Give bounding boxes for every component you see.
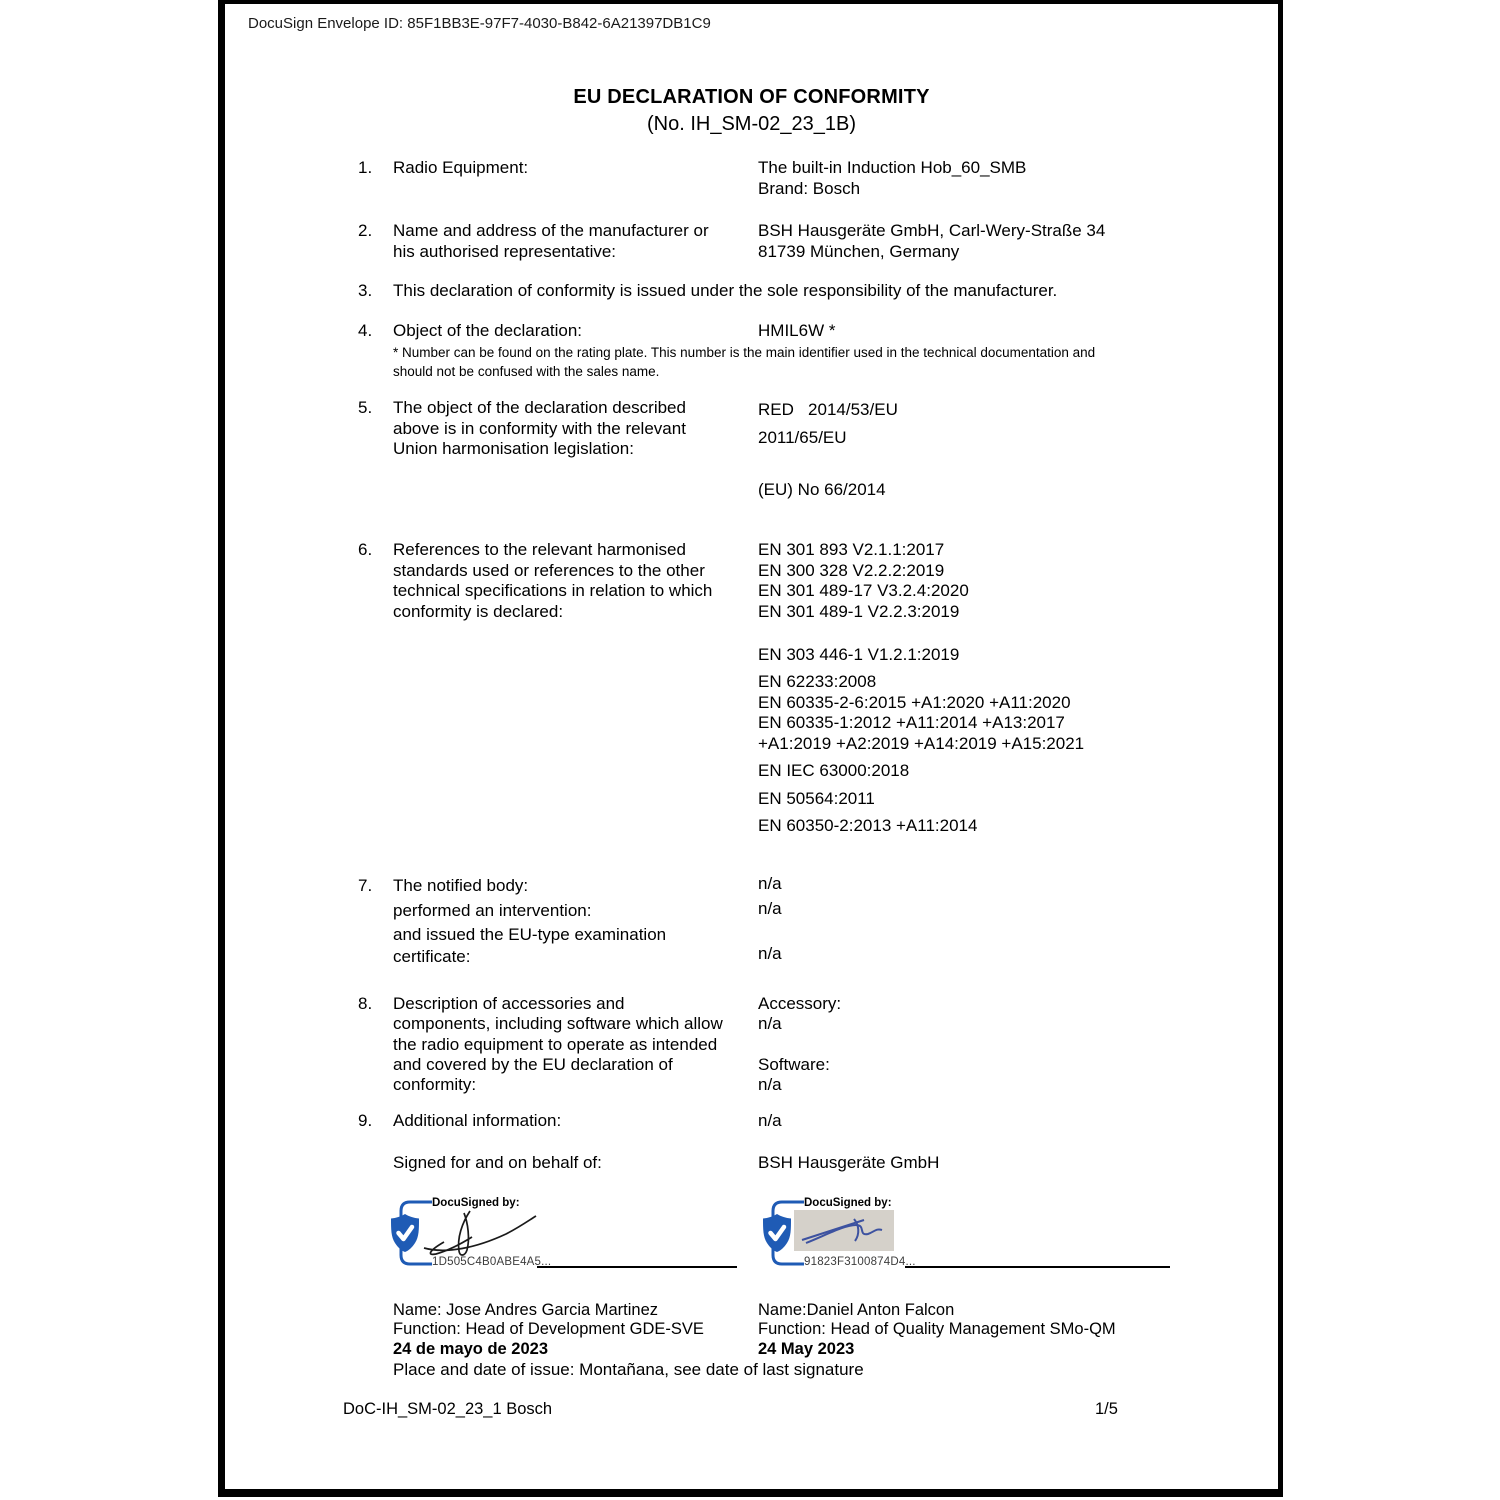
- item-value: [758, 221, 1238, 262]
- legislation-red: RED 2014/53/EU: [758, 400, 898, 419]
- footnote-line: should not be confused with the sales name.: [393, 363, 660, 379]
- signer-name: Name:Daniel Anton Falcon: [758, 1301, 955, 1319]
- standard-entry: EN 301 489-17 V3.2.4:2020: [758, 581, 969, 601]
- item-label: Additional information:: [393, 1111, 562, 1130]
- place-and-date-of-issue: Place and date of issue: Montañana, see date of last signature: [393, 1360, 864, 1379]
- value-line: Accessory:: [758, 994, 842, 1013]
- standard-entry: EN 300 328 V2.2.2:2019: [758, 560, 945, 580]
- item-label: [393, 994, 773, 1095]
- standard-entry: EN 60335-2-6:2015 +A1:2020 +A11:2020: [758, 692, 1071, 712]
- label-line: components, including software which allow: [393, 1014, 723, 1034]
- item-label: [393, 398, 773, 460]
- item-label: [393, 540, 773, 622]
- label-line: technical specifications in relation to which: [393, 581, 713, 601]
- title-block: [225, 86, 1278, 136]
- label-line: The object of the declaration described: [393, 398, 686, 417]
- docusign-shield-icon: [762, 1213, 792, 1253]
- value-line: The built-in Induction Hob_60_SMB: [758, 158, 1027, 177]
- value-spacer: [758, 1035, 1238, 1055]
- item-number: 4.: [358, 321, 373, 340]
- item-number: 7.: [358, 876, 373, 895]
- item-value: n/a: [758, 899, 782, 918]
- standard-entry: EN 60335-1:2012 +A11:2014 +A13:2017: [758, 713, 1065, 733]
- signer-name: Name: Jose Andres Garcia Martinez: [393, 1301, 659, 1319]
- signature-scribble: [418, 1208, 548, 1258]
- document-number: (No. IH_SM-02_23_1B): [647, 113, 856, 135]
- label-line: certificate:: [393, 947, 471, 966]
- item-value: [758, 158, 1238, 199]
- value-line: BSH Hausgeräte GmbH, Carl-Wery-Straße 34: [758, 221, 1106, 240]
- label-line: and issued the EU-type examination: [393, 925, 667, 944]
- label-line: and covered by the EU declaration of: [393, 1054, 673, 1074]
- value-line: Brand: Bosch: [758, 178, 861, 198]
- signer-date: 24 May 2023: [758, 1339, 855, 1358]
- standard-entry: EN IEC 63000:2018: [758, 761, 910, 781]
- signer-function: Function: Head of Development GDE-SVE: [393, 1320, 704, 1339]
- signer-left-details: [393, 1301, 753, 1359]
- label-line: conformity is declared:: [393, 601, 564, 621]
- standard-entry: EN 50564:2011: [758, 788, 875, 808]
- docusigned-by-label: DocuSigned by:: [432, 1197, 520, 1209]
- standard-entry: EN 62233:2008: [758, 671, 877, 691]
- document-page: [218, 0, 1283, 1497]
- rating-plate-footnote: [393, 344, 1153, 381]
- legislation-eu-regulation: (EU) No 66/2014: [758, 480, 886, 499]
- standard-entry: +A1:2019 +A2:2019 +A14:2019 +A15:2021: [758, 733, 1085, 753]
- value-line: n/a: [758, 1014, 782, 1034]
- label-line: the radio equipment to operate as intended: [393, 1034, 718, 1054]
- item-label: This declaration of conformity is issued under the sole responsibility of the manufacturer.: [393, 281, 1058, 300]
- footnote-line: * Number can be found on the rating plate. This number is the main identifier used in the technical documentation and: [393, 345, 1096, 360]
- signer-right-details: [758, 1301, 1178, 1359]
- label-line: above is in conformity with the relevant: [393, 418, 686, 438]
- item-value: n/a: [758, 944, 782, 963]
- standard-entry: EN 303 446-1 V1.2.1:2019: [758, 645, 960, 665]
- signature-id: 1D505C4B0ABE4A5...: [432, 1256, 552, 1268]
- label-line: The notified body:: [393, 876, 529, 895]
- item-number: 9.: [358, 1111, 373, 1130]
- standards-list: [758, 540, 1238, 836]
- signature-line: [905, 1266, 1170, 1268]
- standard-entry: EN 60350-2:2013 +A11:2014: [758, 815, 978, 835]
- item-value: [758, 994, 1238, 1095]
- legislation-rohs: 2011/65/EU: [758, 428, 847, 447]
- item-number: 8.: [358, 994, 373, 1013]
- footer-doc-reference: DoC-IH_SM-02_23_1 Bosch: [343, 1400, 553, 1418]
- item-number: 1.: [358, 158, 373, 177]
- docusign-envelope-id: DocuSign Envelope ID: 85F1BB3E-97F7-4030-B842-6A21397DB1C9: [248, 15, 711, 32]
- item-value: n/a: [758, 1111, 782, 1130]
- signature-line: [537, 1266, 737, 1268]
- label-line: conformity:: [393, 1075, 477, 1095]
- standard-entry: EN 301 893 V2.1.1:2017: [758, 540, 945, 559]
- item-label: Object of the declaration:: [393, 321, 583, 340]
- item-number: 6.: [358, 540, 373, 559]
- label-line: References to the relevant harmonised: [393, 540, 686, 559]
- item-number: 3.: [358, 281, 373, 300]
- document-title: EU DECLARATION OF CONFORMITY: [573, 86, 930, 108]
- label-line: Name and address of the manufacturer or: [393, 221, 709, 240]
- signer-date: 24 de mayo de 2023: [393, 1339, 549, 1358]
- value-line: Software:: [758, 1054, 830, 1074]
- value-line: 81739 München, Germany: [758, 241, 960, 261]
- item-value: HMIL6W *: [758, 321, 836, 340]
- signer-function: Function: Head of Quality Management SMo-QM: [758, 1320, 1116, 1339]
- item-label: [393, 221, 773, 262]
- value-line: n/a: [758, 1075, 782, 1095]
- signature-scribble: [798, 1212, 892, 1250]
- label-line: Union harmonisation legislation:: [393, 439, 634, 459]
- docusign-shield-icon: [390, 1213, 420, 1253]
- signed-for-label: Signed for and on behalf of:: [393, 1153, 602, 1172]
- standard-entry: EN 301 489-1 V2.2.3:2019: [758, 601, 960, 621]
- label-line: standards used or references to the other: [393, 560, 705, 580]
- signed-for-value: BSH Hausgeräte GmbH: [758, 1153, 940, 1172]
- item-number: 2.: [358, 221, 373, 240]
- footer-page-number: 1/5: [1095, 1400, 1118, 1418]
- label-line: performed an intervention:: [393, 901, 592, 920]
- docusigned-by-label: DocuSigned by:: [804, 1197, 892, 1209]
- label-line: his authorised representative:: [393, 241, 617, 261]
- item-label: Radio Equipment:: [393, 158, 529, 177]
- signature-id: 91823F3100874D4...: [804, 1256, 916, 1268]
- item-number: 5.: [358, 398, 373, 417]
- label-line: Description of accessories and: [393, 994, 625, 1013]
- item-value: n/a: [758, 874, 782, 893]
